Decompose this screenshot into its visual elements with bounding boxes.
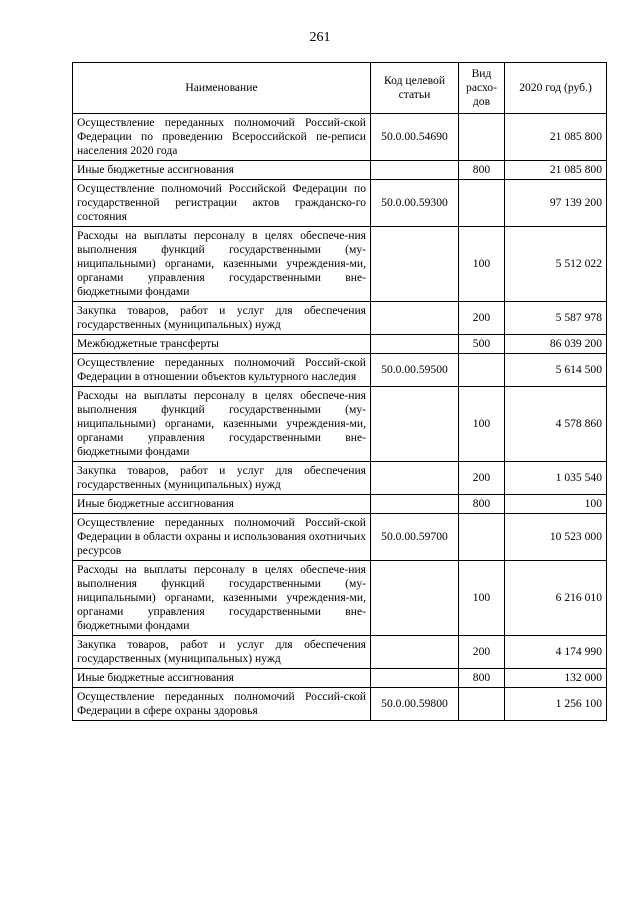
row-name: Осуществление полномочий Российской Федерации по государственной регистрации актов гражданско-го состояния bbox=[73, 180, 371, 227]
row-type bbox=[459, 514, 505, 561]
row-code bbox=[371, 561, 459, 636]
table-row bbox=[73, 354, 607, 387]
row-name: Осуществление переданных полномочий Россий-ской Федерации в области охраны и использования охотничьих ресурсов bbox=[73, 514, 371, 561]
row-code: 50.0.00.59300 bbox=[371, 180, 459, 227]
row-amount: 100 bbox=[505, 495, 607, 514]
row-type bbox=[459, 114, 505, 161]
table-row bbox=[73, 180, 607, 227]
row-code bbox=[371, 495, 459, 514]
table-row bbox=[73, 462, 607, 495]
row-amount: 5 587 978 bbox=[505, 302, 607, 335]
row-name: Закупка товаров, работ и услуг для обеспечения государственных (муниципальных) нужд bbox=[73, 462, 371, 495]
row-code bbox=[371, 302, 459, 335]
row-amount: 10 523 000 bbox=[505, 514, 607, 561]
table-row bbox=[73, 114, 607, 161]
table-row bbox=[73, 561, 607, 636]
table-row bbox=[73, 161, 607, 180]
row-name: Расходы на выплаты персоналу в целях обеспече-ния выполнения функций государственными (му-ниципальными) органами, казенными учреждения-ми, органами управления государственными вне-бюджетными фондами bbox=[73, 227, 371, 302]
header-type: Вид расхо-дов bbox=[459, 63, 505, 114]
row-amount: 6 216 010 bbox=[505, 561, 607, 636]
row-type: 800 bbox=[459, 495, 505, 514]
row-code: 50.0.00.59700 bbox=[371, 514, 459, 561]
row-code: 50.0.00.59500 bbox=[371, 354, 459, 387]
header-name: Наименование bbox=[73, 63, 371, 114]
row-code bbox=[371, 462, 459, 495]
row-amount: 132 000 bbox=[505, 669, 607, 688]
row-name: Межбюджетные трансферты bbox=[73, 335, 371, 354]
row-code bbox=[371, 669, 459, 688]
row-amount: 4 578 860 bbox=[505, 387, 607, 462]
table-header-row bbox=[73, 63, 607, 114]
row-type bbox=[459, 354, 505, 387]
header-amount: 2020 год (руб.) bbox=[505, 63, 607, 114]
row-code bbox=[371, 387, 459, 462]
row-name: Расходы на выплаты персоналу в целях обеспече-ния выполнения функций государственными (му-ниципальными) органами, казенными учреждения-ми, органами управления государственными вне-бюджетными фондами bbox=[73, 387, 371, 462]
row-name: Иные бюджетные ассигнования bbox=[73, 161, 371, 180]
table-row bbox=[73, 636, 607, 669]
row-type: 800 bbox=[459, 669, 505, 688]
page-number: 261 bbox=[309, 30, 331, 45]
row-code: 50.0.00.59800 bbox=[371, 688, 459, 721]
row-amount: 21 085 800 bbox=[505, 114, 607, 161]
table-row bbox=[73, 669, 607, 688]
row-type: 200 bbox=[459, 462, 505, 495]
row-type bbox=[459, 180, 505, 227]
row-type: 200 bbox=[459, 302, 505, 335]
table-row bbox=[73, 688, 607, 721]
row-type: 200 bbox=[459, 636, 505, 669]
row-type: 100 bbox=[459, 387, 505, 462]
row-amount: 4 174 990 bbox=[505, 636, 607, 669]
table-row bbox=[73, 514, 607, 561]
row-amount: 5 614 500 bbox=[505, 354, 607, 387]
row-amount: 1 256 100 bbox=[505, 688, 607, 721]
row-name: Иные бюджетные ассигнования bbox=[73, 495, 371, 514]
row-name: Осуществление переданных полномочий Россий-ской Федерации в сфере охраны здоровья bbox=[73, 688, 371, 721]
row-type: 100 bbox=[459, 561, 505, 636]
row-type: 800 bbox=[459, 161, 505, 180]
table-row bbox=[73, 387, 607, 462]
row-code bbox=[371, 335, 459, 354]
row-amount: 1 035 540 bbox=[505, 462, 607, 495]
row-name: Закупка товаров, работ и услуг для обеспечения государственных (муниципальных) нужд bbox=[73, 302, 371, 335]
row-amount: 86 039 200 bbox=[505, 335, 607, 354]
row-amount: 97 139 200 bbox=[505, 180, 607, 227]
row-name: Закупка товаров, работ и услуг для обеспечения государственных (муниципальных) нужд bbox=[73, 636, 371, 669]
row-code: 50.0.00.54690 bbox=[371, 114, 459, 161]
row-amount: 21 085 800 bbox=[505, 161, 607, 180]
header-code: Код целевой статьи bbox=[371, 63, 459, 114]
table-row bbox=[73, 335, 607, 354]
table-row bbox=[73, 227, 607, 302]
row-name: Иные бюджетные ассигнования bbox=[73, 669, 371, 688]
row-name: Расходы на выплаты персоналу в целях обеспече-ния выполнения функций государственными (му-ниципальными) органами, казенными учреждения-ми, органами управления государственными вне-бюджетными фондами bbox=[73, 561, 371, 636]
budget-table bbox=[72, 62, 607, 721]
row-code bbox=[371, 161, 459, 180]
row-type bbox=[459, 688, 505, 721]
row-amount: 5 512 022 bbox=[505, 227, 607, 302]
row-name: Осуществление переданных полномочий Россий-ской Федерации по проведению Всероссийской пе-реписи населения 2020 года bbox=[73, 114, 371, 161]
row-code bbox=[371, 227, 459, 302]
table-row bbox=[73, 495, 607, 514]
row-type: 500 bbox=[459, 335, 505, 354]
row-name: Осуществление переданных полномочий Россий-ской Федерации в отношении объектов культурного наследия bbox=[73, 354, 371, 387]
table-row bbox=[73, 302, 607, 335]
row-code bbox=[371, 636, 459, 669]
row-type: 100 bbox=[459, 227, 505, 302]
